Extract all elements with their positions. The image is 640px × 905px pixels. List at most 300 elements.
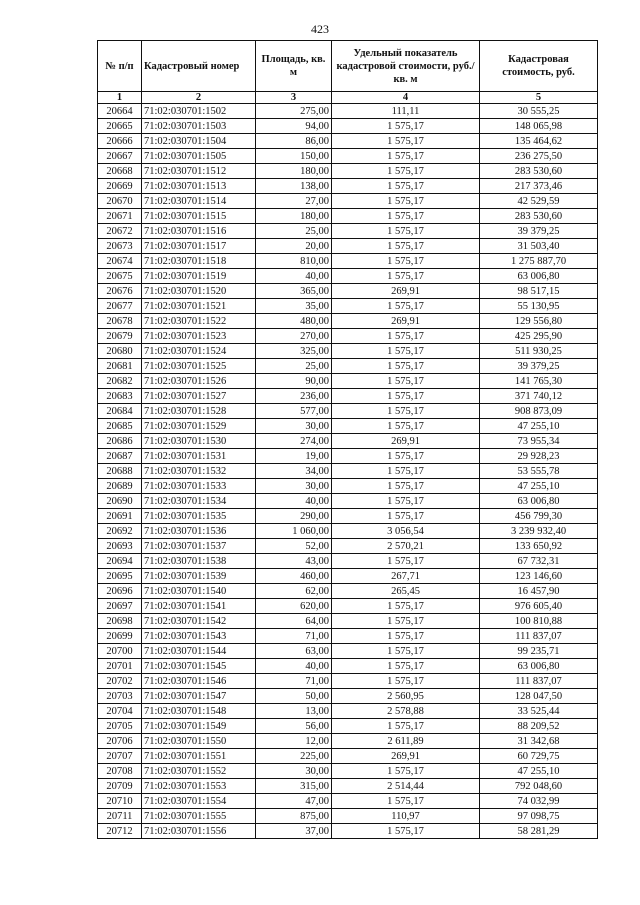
cadastral-number: 71:02:030701:1546 (142, 674, 256, 689)
cadastral-value: 73 955,34 (480, 434, 598, 449)
area: 236,00 (256, 389, 332, 404)
specific-value: 1 575,17 (332, 179, 480, 194)
row-number: 20694 (98, 554, 142, 569)
cadastral-value: 42 529,59 (480, 194, 598, 209)
cadastral-number: 71:02:030701:1517 (142, 239, 256, 254)
cadastral-number: 71:02:030701:1537 (142, 539, 256, 554)
cadastral-value: 47 255,10 (480, 479, 598, 494)
specific-value: 1 575,17 (332, 149, 480, 164)
cadastral-value: 53 555,78 (480, 464, 598, 479)
cadastral-value: 98 517,15 (480, 284, 598, 299)
column-number: 2 (142, 92, 256, 104)
cadastral-number: 71:02:030701:1542 (142, 614, 256, 629)
area: 180,00 (256, 209, 332, 224)
row-number: 20668 (98, 164, 142, 179)
specific-value: 1 575,17 (332, 674, 480, 689)
area: 577,00 (256, 404, 332, 419)
row-number: 20691 (98, 509, 142, 524)
specific-value: 269,91 (332, 749, 480, 764)
cadastral-value: 111 837,07 (480, 674, 598, 689)
specific-value: 1 575,17 (332, 209, 480, 224)
cadastral-number: 71:02:030701:1525 (142, 359, 256, 374)
cadastral-number: 71:02:030701:1516 (142, 224, 256, 239)
row-number: 20681 (98, 359, 142, 374)
cadastral-value: 217 373,46 (480, 179, 598, 194)
cadastral-value: 100 810,88 (480, 614, 598, 629)
area: 34,00 (256, 464, 332, 479)
table-row (98, 614, 598, 629)
header-cadastral-value: Кадастровая стоимость, руб. (480, 41, 598, 92)
row-number: 20712 (98, 824, 142, 839)
specific-value: 1 575,17 (332, 269, 480, 284)
table-row (98, 224, 598, 239)
row-number: 20664 (98, 104, 142, 119)
table-row (98, 659, 598, 674)
cadastral-value: 31 342,68 (480, 734, 598, 749)
specific-value: 1 575,17 (332, 329, 480, 344)
cadastral-number: 71:02:030701:1538 (142, 554, 256, 569)
row-number: 20707 (98, 749, 142, 764)
cadastral-value: 39 379,25 (480, 224, 598, 239)
row-number: 20711 (98, 809, 142, 824)
row-number: 20702 (98, 674, 142, 689)
cadastral-value: 99 235,71 (480, 644, 598, 659)
specific-value: 265,45 (332, 584, 480, 599)
cadastral-number: 71:02:030701:1536 (142, 524, 256, 539)
column-number: 3 (256, 92, 332, 104)
table-row (98, 509, 598, 524)
cadastral-number: 71:02:030701:1513 (142, 179, 256, 194)
cadastral-value: 60 729,75 (480, 749, 598, 764)
area: 37,00 (256, 824, 332, 839)
row-number: 20692 (98, 524, 142, 539)
row-number: 20680 (98, 344, 142, 359)
cadastral-number: 71:02:030701:1527 (142, 389, 256, 404)
table-row (98, 704, 598, 719)
specific-value: 111,11 (332, 104, 480, 119)
cadastral-number: 71:02:030701:1555 (142, 809, 256, 824)
row-number: 20665 (98, 119, 142, 134)
area: 47,00 (256, 794, 332, 809)
cadastral-value: 283 530,60 (480, 209, 598, 224)
area: 71,00 (256, 674, 332, 689)
specific-value: 1 575,17 (332, 404, 480, 419)
cadastral-value: 39 379,25 (480, 359, 598, 374)
cadastral-number: 71:02:030701:1551 (142, 749, 256, 764)
cadastral-value: 63 006,80 (480, 494, 598, 509)
specific-value: 2 570,21 (332, 539, 480, 554)
table-row (98, 209, 598, 224)
specific-value: 1 575,17 (332, 449, 480, 464)
table-row (98, 284, 598, 299)
table-row (98, 194, 598, 209)
cadastral-number: 71:02:030701:1504 (142, 134, 256, 149)
area: 64,00 (256, 614, 332, 629)
area: 315,00 (256, 779, 332, 794)
cadastral-value: 123 146,60 (480, 569, 598, 584)
area: 180,00 (256, 164, 332, 179)
row-number: 20667 (98, 149, 142, 164)
table-row (98, 824, 598, 839)
cadastral-number: 71:02:030701:1520 (142, 284, 256, 299)
cadastral-number: 71:02:030701:1532 (142, 464, 256, 479)
row-number: 20704 (98, 704, 142, 719)
specific-value: 1 575,17 (332, 374, 480, 389)
cadastral-number: 71:02:030701:1533 (142, 479, 256, 494)
table-row (98, 134, 598, 149)
row-number: 20669 (98, 179, 142, 194)
row-number: 20703 (98, 689, 142, 704)
table-row (98, 104, 598, 119)
row-number: 20690 (98, 494, 142, 509)
area: 40,00 (256, 269, 332, 284)
row-number: 20706 (98, 734, 142, 749)
row-number: 20676 (98, 284, 142, 299)
header-num: № п/п (98, 41, 142, 92)
table-row (98, 374, 598, 389)
cadastral-value: 31 503,40 (480, 239, 598, 254)
area: 20,00 (256, 239, 332, 254)
table-row (98, 689, 598, 704)
area: 52,00 (256, 539, 332, 554)
cadastral-number: 71:02:030701:1552 (142, 764, 256, 779)
area: 25,00 (256, 359, 332, 374)
cadastral-number: 71:02:030701:1526 (142, 374, 256, 389)
row-number: 20673 (98, 239, 142, 254)
table-row (98, 314, 598, 329)
area: 63,00 (256, 644, 332, 659)
area: 1 060,00 (256, 524, 332, 539)
table-row (98, 644, 598, 659)
area: 290,00 (256, 509, 332, 524)
row-number: 20679 (98, 329, 142, 344)
cadastral-number: 71:02:030701:1550 (142, 734, 256, 749)
table-row (98, 764, 598, 779)
table-row (98, 179, 598, 194)
cadastral-value: 425 295,90 (480, 329, 598, 344)
cadastral-value: 63 006,80 (480, 269, 598, 284)
table-row (98, 434, 598, 449)
specific-value: 1 575,17 (332, 164, 480, 179)
area: 43,00 (256, 554, 332, 569)
cadastral-number: 71:02:030701:1512 (142, 164, 256, 179)
column-number-row (98, 92, 598, 104)
table-row (98, 479, 598, 494)
table-row (98, 299, 598, 314)
cadastral-number: 71:02:030701:1554 (142, 794, 256, 809)
area: 12,00 (256, 734, 332, 749)
row-number: 20693 (98, 539, 142, 554)
table-row (98, 269, 598, 284)
cadastral-value: 3 239 932,40 (480, 524, 598, 539)
specific-value: 1 575,17 (332, 599, 480, 614)
row-number: 20685 (98, 419, 142, 434)
row-number: 20671 (98, 209, 142, 224)
cadastral-value: 74 032,99 (480, 794, 598, 809)
table-row (98, 239, 598, 254)
area: 30,00 (256, 764, 332, 779)
specific-value: 1 575,17 (332, 614, 480, 629)
header-specific-value: Удельный показатель кадастровой стоимости, руб./кв. м (332, 41, 480, 92)
table-row (98, 584, 598, 599)
area: 35,00 (256, 299, 332, 314)
table-row (98, 524, 598, 539)
area: 86,00 (256, 134, 332, 149)
table-row (98, 404, 598, 419)
specific-value: 1 575,17 (332, 794, 480, 809)
cadastral-number: 71:02:030701:1547 (142, 689, 256, 704)
area: 30,00 (256, 419, 332, 434)
specific-value: 1 575,17 (332, 764, 480, 779)
area: 875,00 (256, 809, 332, 824)
cadastral-value: 148 065,98 (480, 119, 598, 134)
cadastral-value: 58 281,29 (480, 824, 598, 839)
specific-value: 1 575,17 (332, 659, 480, 674)
cadastral-value: 511 930,25 (480, 344, 598, 359)
area: 56,00 (256, 719, 332, 734)
cadastral-number: 71:02:030701:1541 (142, 599, 256, 614)
table-row (98, 809, 598, 824)
table-body (98, 104, 598, 839)
cadastral-number: 71:02:030701:1540 (142, 584, 256, 599)
specific-value: 1 575,17 (332, 224, 480, 239)
row-number: 20688 (98, 464, 142, 479)
cadastral-value: 33 525,44 (480, 704, 598, 719)
table-row (98, 494, 598, 509)
specific-value: 1 575,17 (332, 389, 480, 404)
area: 40,00 (256, 494, 332, 509)
row-number: 20677 (98, 299, 142, 314)
table-row (98, 389, 598, 404)
row-number: 20672 (98, 224, 142, 239)
table-row (98, 749, 598, 764)
cadastral-value: 128 047,50 (480, 689, 598, 704)
specific-value: 1 575,17 (332, 419, 480, 434)
specific-value: 1 575,17 (332, 629, 480, 644)
row-number: 20682 (98, 374, 142, 389)
row-number: 20695 (98, 569, 142, 584)
cadastral-number: 71:02:030701:1530 (142, 434, 256, 449)
cadastral-number: 71:02:030701:1515 (142, 209, 256, 224)
table-row (98, 554, 598, 569)
row-number: 20684 (98, 404, 142, 419)
page-number: 423 (311, 22, 329, 36)
cadastral-value: 63 006,80 (480, 659, 598, 674)
table-row (98, 449, 598, 464)
table-row (98, 149, 598, 164)
specific-value: 2 611,89 (332, 734, 480, 749)
cadastral-number: 71:02:030701:1519 (142, 269, 256, 284)
table-row (98, 599, 598, 614)
row-number: 20708 (98, 764, 142, 779)
cadastral-number: 71:02:030701:1556 (142, 824, 256, 839)
area: 460,00 (256, 569, 332, 584)
cadastral-number: 71:02:030701:1529 (142, 419, 256, 434)
specific-value: 1 575,17 (332, 494, 480, 509)
row-number: 20697 (98, 599, 142, 614)
area: 365,00 (256, 284, 332, 299)
cadastral-value: 55 130,95 (480, 299, 598, 314)
specific-value: 1 575,17 (332, 359, 480, 374)
specific-value: 110,97 (332, 809, 480, 824)
column-number: 4 (332, 92, 480, 104)
area: 25,00 (256, 224, 332, 239)
specific-value: 1 575,17 (332, 254, 480, 269)
table-row (98, 344, 598, 359)
cadastral-number: 71:02:030701:1543 (142, 629, 256, 644)
row-number: 20686 (98, 434, 142, 449)
column-number: 5 (480, 92, 598, 104)
cadastral-value: 88 209,52 (480, 719, 598, 734)
cadastral-number: 71:02:030701:1531 (142, 449, 256, 464)
specific-value: 1 575,17 (332, 824, 480, 839)
area: 30,00 (256, 479, 332, 494)
specific-value: 1 575,17 (332, 299, 480, 314)
area: 275,00 (256, 104, 332, 119)
specific-value: 2 578,88 (332, 704, 480, 719)
table-row (98, 779, 598, 794)
area: 274,00 (256, 434, 332, 449)
area: 150,00 (256, 149, 332, 164)
cadastral-number: 71:02:030701:1548 (142, 704, 256, 719)
specific-value: 1 575,17 (332, 119, 480, 134)
specific-value: 1 575,17 (332, 194, 480, 209)
area: 138,00 (256, 179, 332, 194)
table-row (98, 569, 598, 584)
area: 27,00 (256, 194, 332, 209)
cadastral-value: 908 873,09 (480, 404, 598, 419)
specific-value: 1 575,17 (332, 644, 480, 659)
cadastral-value: 283 530,60 (480, 164, 598, 179)
row-number: 20696 (98, 584, 142, 599)
table-row (98, 329, 598, 344)
cadastral-number: 71:02:030701:1545 (142, 659, 256, 674)
area: 94,00 (256, 119, 332, 134)
cadastral-value: 97 098,75 (480, 809, 598, 824)
specific-value: 267,71 (332, 569, 480, 584)
specific-value: 1 575,17 (332, 479, 480, 494)
table-row (98, 419, 598, 434)
table-row (98, 539, 598, 554)
cadastral-value: 792 048,60 (480, 779, 598, 794)
cadastral-number: 71:02:030701:1553 (142, 779, 256, 794)
area: 325,00 (256, 344, 332, 359)
area: 50,00 (256, 689, 332, 704)
row-number: 20701 (98, 659, 142, 674)
area: 13,00 (256, 704, 332, 719)
cadastral-number: 71:02:030701:1549 (142, 719, 256, 734)
row-number: 20666 (98, 134, 142, 149)
cadastral-number: 71:02:030701:1539 (142, 569, 256, 584)
cadastral-value: 456 799,30 (480, 509, 598, 524)
specific-value: 2 560,95 (332, 689, 480, 704)
cadastral-value: 236 275,50 (480, 149, 598, 164)
row-number: 20674 (98, 254, 142, 269)
header-area: Площадь, кв. м (256, 41, 332, 92)
cadastral-value: 1 275 887,70 (480, 254, 598, 269)
area: 40,00 (256, 659, 332, 674)
specific-value: 3 056,54 (332, 524, 480, 539)
table-row (98, 719, 598, 734)
specific-value: 1 575,17 (332, 344, 480, 359)
table-row (98, 629, 598, 644)
cadastral-value: 29 928,23 (480, 449, 598, 464)
cadastral-number: 71:02:030701:1505 (142, 149, 256, 164)
area: 620,00 (256, 599, 332, 614)
cadastral-number: 71:02:030701:1502 (142, 104, 256, 119)
cadastral-value: 67 732,31 (480, 554, 598, 569)
cadastral-value: 47 255,10 (480, 419, 598, 434)
cadastral-number: 71:02:030701:1544 (142, 644, 256, 659)
cadastral-number: 71:02:030701:1514 (142, 194, 256, 209)
cadastral-value: 16 457,90 (480, 584, 598, 599)
specific-value: 269,91 (332, 284, 480, 299)
specific-value: 269,91 (332, 434, 480, 449)
row-number: 20687 (98, 449, 142, 464)
table-row (98, 794, 598, 809)
area: 19,00 (256, 449, 332, 464)
cadastral-number: 71:02:030701:1518 (142, 254, 256, 269)
row-number: 20678 (98, 314, 142, 329)
cadastral-value: 976 605,40 (480, 599, 598, 614)
area: 270,00 (256, 329, 332, 344)
cadastral-value: 133 650,92 (480, 539, 598, 554)
area: 71,00 (256, 629, 332, 644)
area: 90,00 (256, 374, 332, 389)
cadastral-value: 30 555,25 (480, 104, 598, 119)
table-row (98, 674, 598, 689)
specific-value: 1 575,17 (332, 719, 480, 734)
row-number: 20699 (98, 629, 142, 644)
specific-value: 2 514,44 (332, 779, 480, 794)
cadastral-number: 71:02:030701:1522 (142, 314, 256, 329)
cadastral-value: 111 837,07 (480, 629, 598, 644)
specific-value: 1 575,17 (332, 464, 480, 479)
specific-value: 269,91 (332, 314, 480, 329)
specific-value: 1 575,17 (332, 134, 480, 149)
area: 225,00 (256, 749, 332, 764)
cadastral-value: 47 255,10 (480, 764, 598, 779)
table-row (98, 164, 598, 179)
cadastral-value: 129 556,80 (480, 314, 598, 329)
row-number: 20700 (98, 644, 142, 659)
cadastral-value: 371 740,12 (480, 389, 598, 404)
cadastral-number: 71:02:030701:1523 (142, 329, 256, 344)
area: 810,00 (256, 254, 332, 269)
area: 480,00 (256, 314, 332, 329)
specific-value: 1 575,17 (332, 509, 480, 524)
cadastral-number: 71:02:030701:1503 (142, 119, 256, 134)
header-cadastral-number: Кадастровый номер (142, 41, 256, 92)
cadastral-value: 135 464,62 (480, 134, 598, 149)
cadastral-number: 71:02:030701:1524 (142, 344, 256, 359)
row-number: 20683 (98, 389, 142, 404)
row-number: 20670 (98, 194, 142, 209)
row-number: 20709 (98, 779, 142, 794)
row-number: 20689 (98, 479, 142, 494)
cadastral-number: 71:02:030701:1535 (142, 509, 256, 524)
row-number: 20675 (98, 269, 142, 284)
cadastral-number: 71:02:030701:1534 (142, 494, 256, 509)
column-number: 1 (98, 92, 142, 104)
table-header-row (98, 41, 598, 92)
table-row (98, 359, 598, 374)
area: 62,00 (256, 584, 332, 599)
cadastral-number: 71:02:030701:1521 (142, 299, 256, 314)
specific-value: 1 575,17 (332, 554, 480, 569)
table-row (98, 254, 598, 269)
specific-value: 1 575,17 (332, 239, 480, 254)
